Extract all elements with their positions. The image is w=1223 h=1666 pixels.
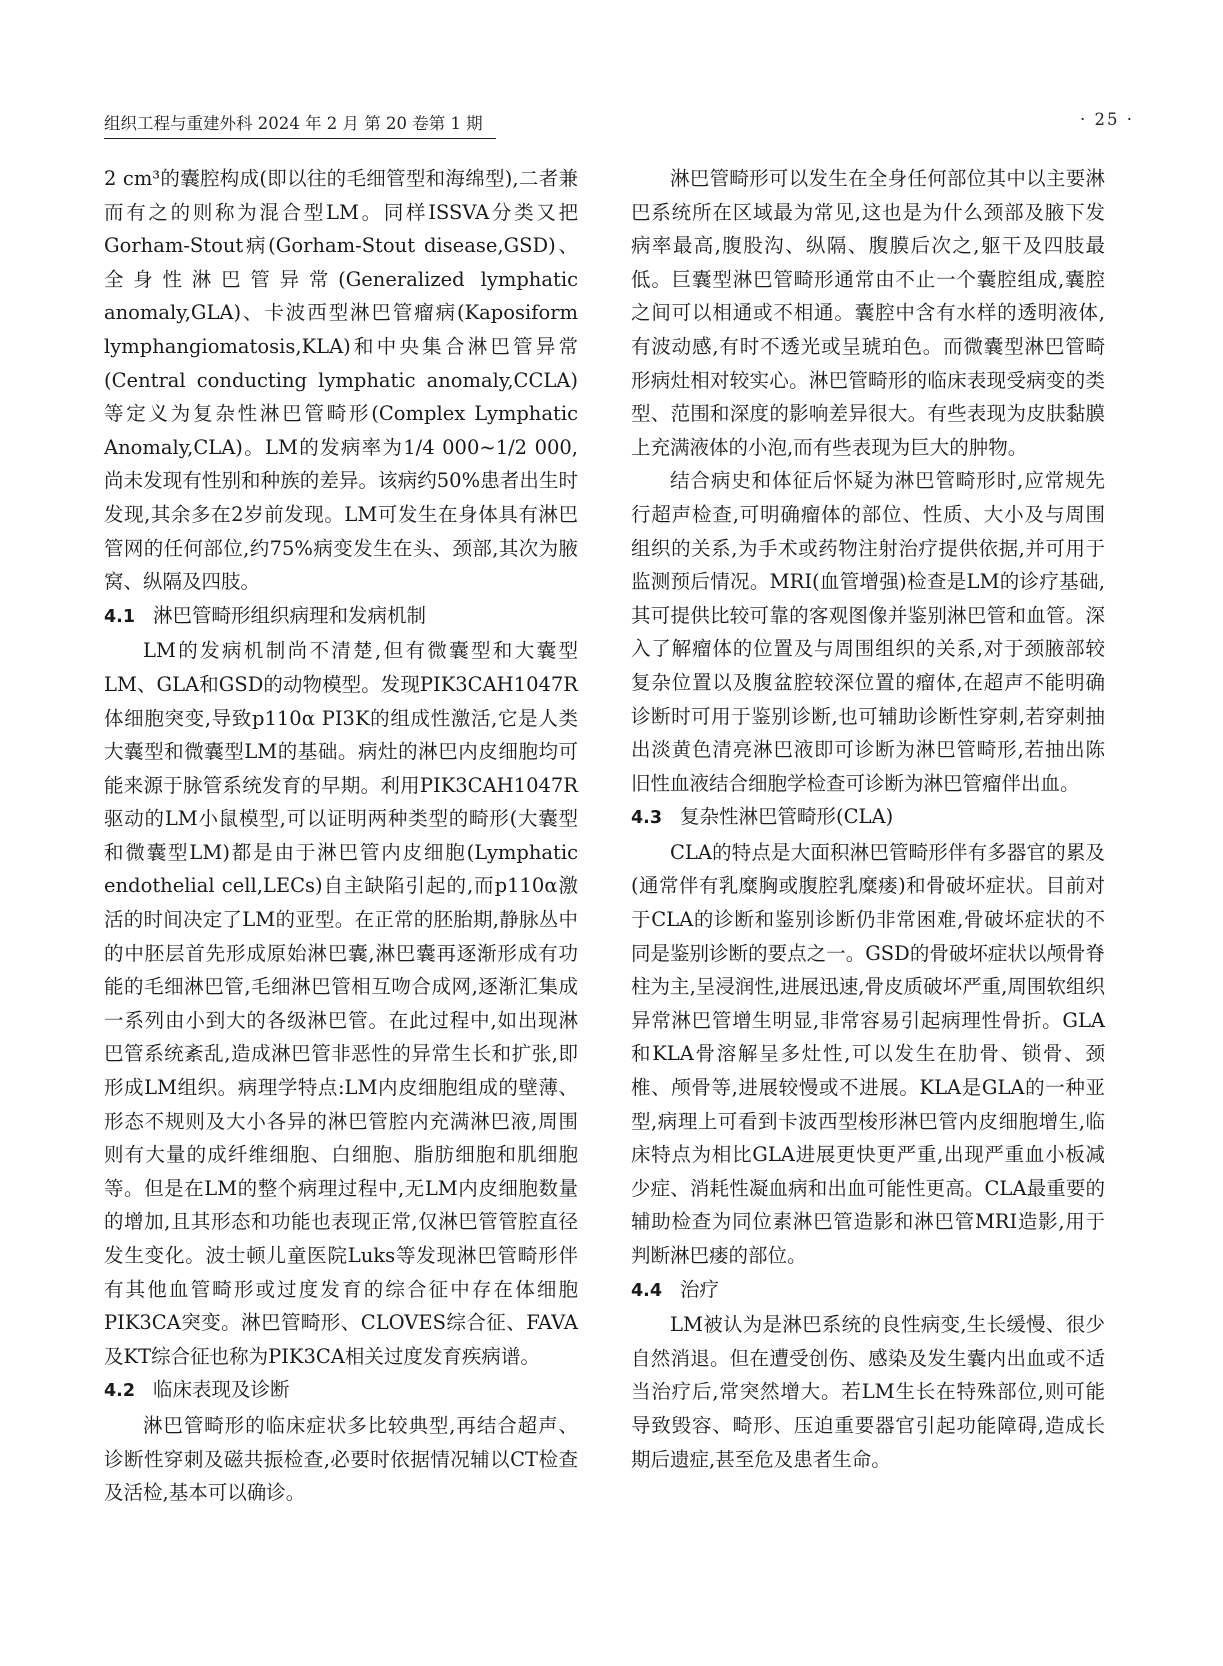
section-heading-4-4: [631, 1273, 1105, 1309]
paragraph-diagnosis: 结合病史和体征后怀疑为淋巴管畸形时,应常规先行超声检查,可明确瘤体的部位、性质、大小及与周围组织的关系,为手术或药物注射治疗提供依据,并可用于监测预后情况。MRI(血管增强)检查是LM的诊疗基础,其可提供比较可靠的客观图像并鉴别淋巴管和血管。深入了解瘤体的位置及与周围组织的关系,对于颈腋部较复杂位置以及腹盆腔较深位置的瘤体,在超声不能明确诊断时可用于鉴别诊断,也可辅助诊断性穿刺,若穿刺抽出淡黄色清亮淋巴液即可诊断为淋巴管畸形,若抽出陈旧性血液结合细胞学检查可诊断为淋巴管瘤伴出血。: [631, 469, 1105, 795]
section-heading-4-3: [631, 800, 1105, 836]
page-number: · 25 ·: [1080, 110, 1134, 129]
paragraph-pathology: LM的发病机制尚不清楚,但有微囊型和大囊型LM、GLA和GSD的动物模型。发现PIK3CAH1047R体细胞突变,导致p110α PI3K的组成性激活,它是人类大囊型和微囊型LM的基础。病灶的淋巴内皮细胞均可能来源于脉管系统发育的早期。利用PIK3CAH1047R驱动的LM小鼠模型,可以证明两种类型的畸形(大囊型和微囊型LM)都是由于淋巴管内皮细胞(Lymphatic endothelial cell,LECs)自主缺陷引起的,而p110α激活的时间决定了LM的亚型。在正常的胚胎期,静脉丛中的中胚层首先形成原始淋巴囊,淋巴囊再逐渐形成有功能的毛细淋巴管,毛细淋巴管相互吻合成网,逐渐汇集成一系列由小到大的各级淋巴管。在此过程中,如出现淋巴管系统紊乱,造成淋巴管非恶性的异常生长和扩张,即形成LM组织。病理学特点:LM内皮细胞组成的壁薄、形态不规则及大小各异的淋巴管腔内充满淋巴液,周围则有大量的成纤维细胞、白细胞、脂肪细胞和肌细胞等。但是在LM的整个病理过程中,无LM内皮细胞数量的增加,且其形态和功能也表现正常,仅淋巴管管腔直径发生变化。波士顿儿童医院Luks等发现淋巴管畸形伴有其他血管畸形或过度发育的综合征中存在体细胞PIK3CA突变。淋巴管畸形、CLOVES综合征、FAVA及KT综合征也称为PIK3CA相关过度发育疾病谱。: [104, 639, 578, 1368]
running-header: [104, 110, 1134, 144]
section-number: 4.4: [631, 1280, 663, 1301]
header-rule: [104, 138, 496, 139]
paragraph-clinical: 淋巴管畸形的临床症状多比较典型,再结合超声、诊断性穿刺及磁共振检查,必要时依据情况辅以CT检查及活检,基本可以确诊。: [104, 1413, 578, 1505]
left-column: [104, 162, 578, 1510]
section-number: 4.1: [104, 606, 136, 627]
section-number: 4.2: [104, 1381, 136, 1402]
paragraph-treatment: LM被认为是淋巴系统的良性病变,生长缓慢、很少自然消退。但在遭受创伤、感染及发生囊内出血或不适当治疗后,常突然增大。若LM生长在特殊部位,则可能导致毁容、畸形、压迫重要器官引起功能障碍,造成长期后遗症,甚至危及患者生命。: [631, 1313, 1105, 1471]
right-column: [631, 162, 1105, 1476]
journal-info: 组织工程与重建外科 2024 年 2 月 第 20 卷第 1 期: [104, 114, 483, 133]
section-title: 淋巴管畸形组织病理和发病机制: [153, 603, 427, 627]
paragraph-continued: 2 cm³的囊腔构成(即以往的毛细管型和海绵型),二者兼而有之的则称为混合型LM。同样ISSVA分类又把Gorham-Stout病(Gorham-Stout disease,GSD)、全身性淋巴管异常(Generalized lymphatic anomaly,GLA)、卡波西型淋巴管瘤病(Kaposiform lymphangiomatosis,KLA)和中央集合淋巴管异常(Central conducting lymphatic anomaly,CCLA)等定义为复杂性淋巴管畸形(Complex Lymphatic Anomaly,CLA)。LM的发病率为1/4 000~1/2 000,尚未发现有性别和种族的差异。该病约50%患者出生时发现,其余多在2岁前发现。LM可发生在身体具有淋巴管网的任何部位,约75%病变发生在头、颈部,其次为腋窝、纵隔及四肢。: [104, 167, 578, 594]
section-title: 复杂性淋巴管畸形(CLA): [680, 805, 894, 829]
section-title: 临床表现及诊断: [153, 1378, 290, 1402]
section-title: 治疗: [680, 1277, 720, 1301]
section-heading-4-2: [104, 1373, 578, 1409]
section-heading-4-1: [104, 599, 578, 635]
paragraph-location: 淋巴管畸形可以发生在全身任何部位其中以主要淋巴系统所在区域最为常见,这也是为什么颈部及腋下发病率最高,腹股沟、纵隔、腹膜后次之,躯干及四肢最低。巨囊型淋巴管畸形通常由不止一个囊腔组成,囊腔之间可以相通或不相通。囊腔中含有水样的透明液体,有波动感,有时不透光或呈琥珀色。而微囊型淋巴管畸形病灶相对较实心。淋巴管畸形的临床表现受病变的类型、范围和深度的影响差异很大。有些表现为皮肤黏膜上充满液体的小泡,而有些表现为巨大的肿物。: [631, 167, 1105, 459]
section-number: 4.3: [631, 808, 663, 829]
paragraph-cla: CLA的特点是大面积淋巴管畸形伴有多器官的累及(通常伴有乳糜胸或腹腔乳糜瘘)和骨破坏症状。目前对于CLA的诊断和鉴别诊断仍非常困难,骨破坏症状的不同是鉴别诊断的要点之一。GSD的骨破坏症状以颅骨脊柱为主,呈浸润性,进展迅速,骨皮质破坏严重,周围软组织异常淋巴管增生明显,非常容易引起病理性骨折。GLA和KLA骨溶解呈多灶性,可以发生在肋骨、锁骨、颈椎、颅骨等,进展较慢或不进展。KLA是GLA的一种亚型,病理上可看到卡波西型梭形淋巴管内皮细胞增生,临床特点为相比GLA进展更快更严重,出现严重血小板减少症、消耗性凝血病和出血可能性更高。CLA最重要的辅助检查为同位素淋巴管造影和淋巴管MRI造影,用于判断淋巴瘘的部位。: [631, 840, 1105, 1267]
